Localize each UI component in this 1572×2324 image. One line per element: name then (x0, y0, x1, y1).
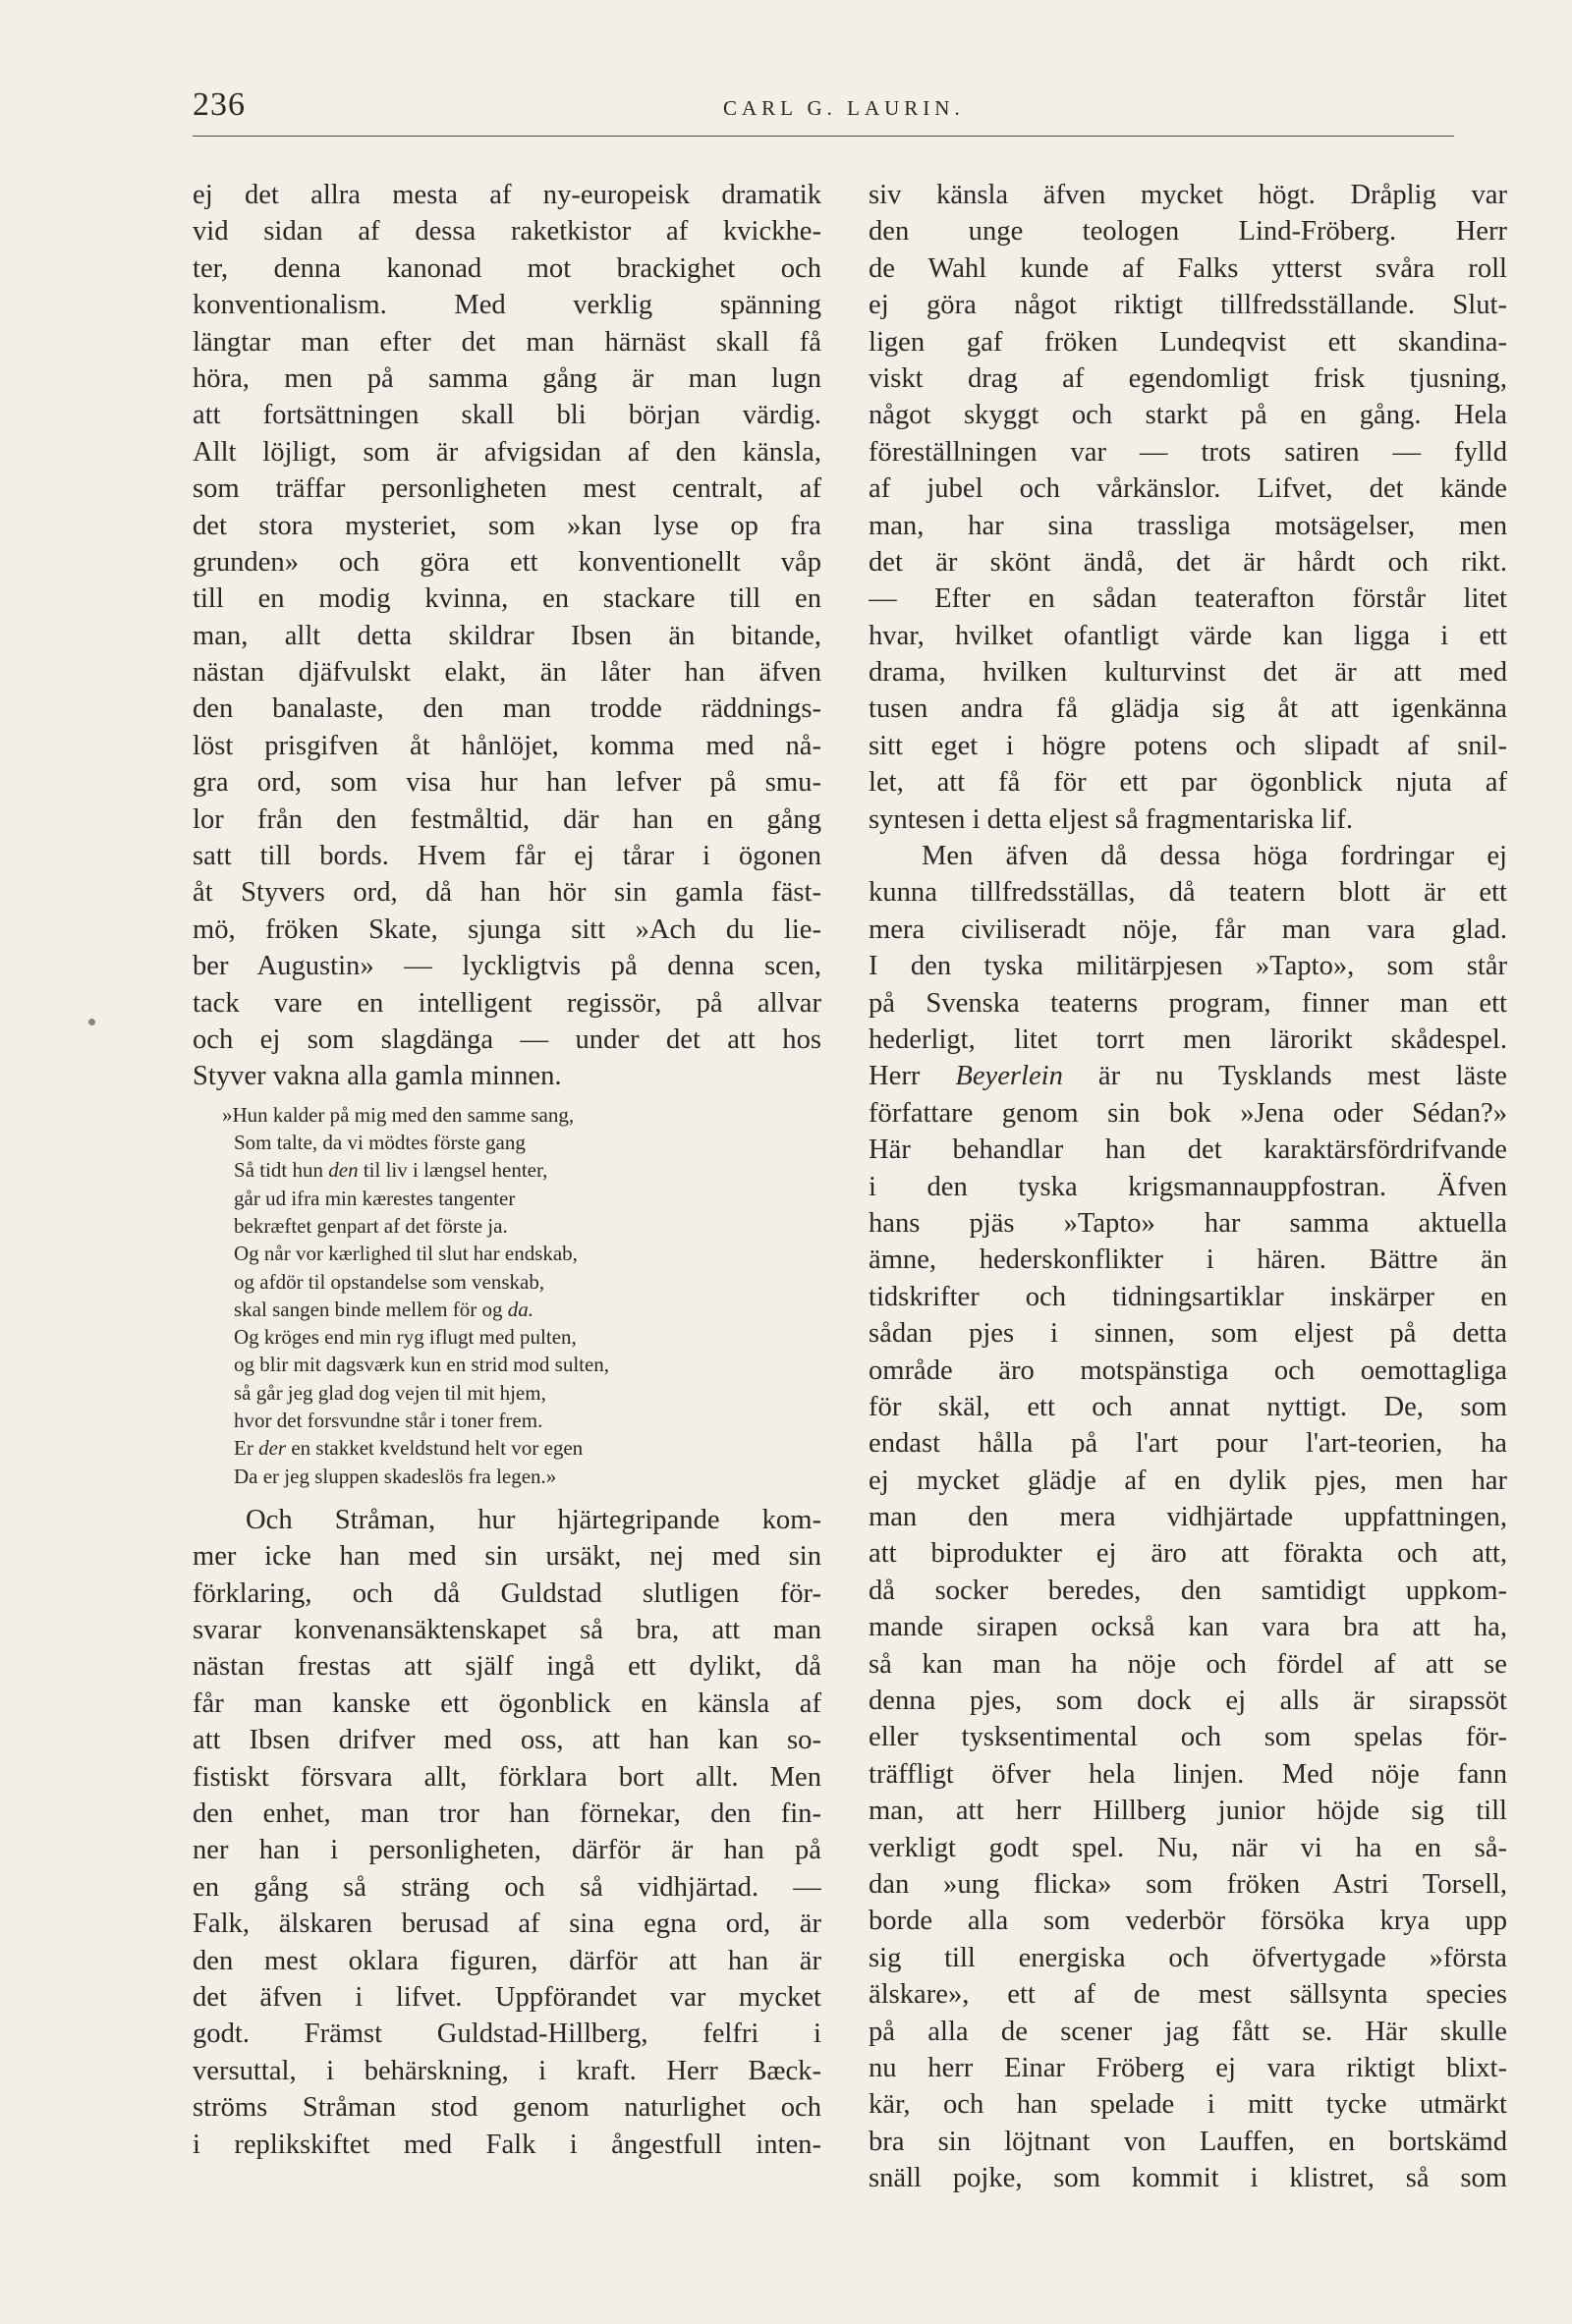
text-line: en gång så sträng och så vidhjärtad. — (193, 1871, 821, 1903)
text-line: ej det allra mesta af ny-europeisk dramatik (193, 180, 821, 210)
text-line: let, att få för ett par ögonblick njuta af (869, 767, 1507, 799)
text-line: författare genom sin bok »Jena oder Sédan?» (869, 1097, 1507, 1129)
text-line: bra sin löjtnant von Lauffen, en bortskämd (869, 2126, 1507, 2157)
text-line: för skäl, ett och annat nyttigt. De, som (869, 1391, 1507, 1422)
text-line: I den tyska militärpjesen »Tapto», som står (869, 951, 1507, 982)
text-line: hans pjäs »Tapto» har samma aktuella (869, 1207, 1507, 1239)
text-line: man, att herr Hillberg junior höjde sig till (869, 1796, 1507, 1827)
text-line: i den tyska krigsmannauppfostran. Äfven (869, 1171, 1507, 1202)
text-line: konventionalism. Med verklig spänning (193, 290, 821, 321)
text-line: till en modig kvinna, en stackare till en (193, 583, 821, 615)
poem-line: går ud ifra min kærestes tangenter (234, 1186, 516, 1210)
text-line: tack vare en intelligent regissör, på allvar (193, 987, 821, 1019)
text-line: åt Styvers ord, då han hör sin gamla fäst- (193, 877, 821, 909)
poem-line: bekræftet genpart af det förste ja. (234, 1213, 508, 1238)
text-line: Här behandlar han det karaktärsfördrifvande (869, 1134, 1507, 1166)
text-line: viskt drag af egendomligt frisk tjusning, (869, 362, 1507, 394)
text-line: nästan djäfvulskt elakt, än låter han äfven (193, 657, 821, 689)
right-column (869, 177, 1507, 2196)
text-line: sig till energiska och öfvertygade »första (869, 1942, 1507, 1973)
text-line: eller tysksentimental och som spelas för- (869, 1722, 1507, 1753)
text-line: något skyggt och starkt på en gång. Hela (869, 400, 1507, 431)
text-line: snäll pojke, som kommit i klistret, så som (869, 2163, 1507, 2194)
poem-line: Er der en stakket kveldstund helt vor egen (234, 1436, 584, 1461)
text-line: sådan pjes i sinnen, som eljest på detta (869, 1318, 1507, 1350)
text-line: drama, hvilken kulturvinst det är att med (869, 657, 1507, 689)
poem-line: Som talte, da vi mödtes förste gang (234, 1131, 526, 1155)
text-line: ej mycket glädje af en dylik pjes, men har (869, 1465, 1507, 1496)
text-line: Men äfven då dessa höga fordringar ej (922, 841, 1507, 872)
text-line: ner han i personligheten, därför är han på (193, 1835, 821, 1866)
left-paragraph-1 (193, 177, 821, 1095)
text-line: hvar, hvilket ofantligt värde kan ligga i ett (869, 620, 1507, 651)
text-line: mö, fröken Skate, sjunga sitt »Ach du lie- (193, 913, 821, 945)
text-line: kär, och han spelade i mitt tycke utmärkt (869, 2089, 1507, 2121)
text-line: att fortsättningen skall bli början värdig. (193, 400, 821, 431)
text-line: vid sidan af dessa raketkistor af kvickhe- (193, 216, 821, 248)
text-line: föreställningen var — trots satiren — fylld (869, 436, 1507, 468)
text-line: endast hålla på l'art pour l'art-teorien, ha (869, 1428, 1507, 1460)
text-line: ströms Stråman stod genom naturlighet och (193, 2092, 821, 2124)
text-line: i replikskiftet med Falk i ångestfull inten- (193, 2129, 821, 2160)
text-line: då socker beredes, den samtidigt uppkom- (869, 1575, 1507, 1606)
text-line: Och Stråman, hur hjärtegripande kom- (246, 1504, 821, 1535)
text-line: verkligt godt spel. Nu, när vi ha en så- (869, 1832, 1507, 1863)
poem-line: Og når vor kærlighed til slut har endskab, (234, 1242, 578, 1266)
left-paragraph-2 (193, 1502, 821, 2163)
text-line: längtar man efter det man härnäst skall få (193, 326, 821, 358)
poem-line: »Hun kalder på mig med den samme sang, (222, 1102, 575, 1127)
text-line: det stora mysteriet, som »kan lyse op fra (193, 510, 821, 541)
poem-line: Så tidt hun den til liv i længsel henter, (234, 1158, 548, 1183)
text-line: ter, denna kanonad mot brackighet och (193, 252, 821, 284)
text-line: hederligt, litet torrt men lärorikt skådespel. (869, 1024, 1507, 1055)
poem-quote (222, 1101, 821, 1490)
page-header (193, 86, 1454, 132)
text-line: löst prisgifven åt hånlöjet, komma med nå- (193, 730, 821, 761)
text-line: man, allt detta skildrar Ibsen än bitande, (193, 620, 821, 651)
poem-line: Og kröges end min ryg iflugt med pulten, (234, 1325, 577, 1350)
running-head: CARL G. LAURIN. (723, 96, 965, 120)
text-line: det äfven i lifvet. Uppförandet var mycket (193, 1982, 821, 2013)
text-line: dan »ung flicka» som fröken Astri Torsell, (869, 1868, 1507, 1900)
text-line: tidskrifter och tidningsartiklar inskärper en (869, 1281, 1507, 1312)
text-line: denna pjes, som dock ej alls är sirapssöt (869, 1686, 1507, 1717)
text-line: Falk, älskaren berusad af sina egna ord, är (193, 1909, 821, 1940)
text-line: den mest oklara figuren, därför att han är (193, 1945, 821, 1976)
text-line: som träffar personligheten mest centralt, af (193, 473, 821, 505)
text-line: svarar konvenansäktenskapet så bra, att man (193, 1615, 821, 1646)
text-line: mer icke han med sin ursäkt, nej med sin (193, 1541, 821, 1573)
text-line: och ej som slagdänga — under det att hos (193, 1024, 821, 1055)
text-line: ber Augustin» — lyckligtvis på denna scen, (193, 951, 821, 982)
text-line: sitt eget i högre potens och slipadt af snil- (869, 730, 1507, 761)
text-line: satt till bords. Hvem får ej tårar i ögonen (193, 841, 821, 872)
poem-line: skal sangen binde mellem för og da. (234, 1297, 534, 1321)
text-line: borde alla som vederbör försöka krya upp (869, 1906, 1507, 1937)
text-line: man den mera vidhjärtade uppfattningen, (869, 1502, 1507, 1533)
text-line: på Svenska teaterns program, finner man ett (869, 987, 1507, 1019)
text-line: — Efter en sådan teaterafton förstår litet (869, 583, 1507, 615)
text-line: så kan man ha nöje och fördel af att se (869, 1648, 1507, 1680)
text-line: att Ibsen drifver med oss, att han kan so- (193, 1725, 821, 1756)
text-line: siv känsla äfven mycket högt. Dråplig var (869, 180, 1507, 210)
poem-line: Da er jeg sluppen skadeslös fra legen.» (234, 1464, 557, 1488)
text-line: den enhet, man tror han förnekar, den fin- (193, 1798, 821, 1830)
text-line: syntesen i detta eljest så fragmentariska lif. (869, 803, 1354, 835)
text-line: ligen gaf fröken Lundeqvist ett skandina- (869, 326, 1507, 358)
poem-line: hvor det forsvundne står i toner frem. (234, 1409, 543, 1433)
right-paragraph-2 (869, 838, 1507, 2196)
text-line: det är skönt ändå, det är hårdt och rikt. (869, 546, 1507, 578)
text-line: ej göra något riktigt tillfredsställande. Slut- (869, 290, 1507, 321)
text-line: man, har sina trassliga motsägelser, men (869, 510, 1507, 541)
text-line: Styver vakna alla gamla minnen. (193, 1061, 562, 1092)
text-line: mande sirapen också kan vara bra att ha, (869, 1612, 1507, 1643)
poem-line: og afdör til opstandelse som venskab, (234, 1269, 545, 1294)
text-line: de Wahl kunde af Falks ytterst svåra roll (869, 252, 1507, 284)
text-line: grunden» och göra ett konventionellt våp (193, 546, 821, 578)
text-line: kunna tillfredsställas, då teatern blott är ett (869, 877, 1507, 909)
left-column (193, 177, 821, 2163)
text-line: nu herr Einar Fröberg ej vara riktigt blixt- (869, 2052, 1507, 2083)
text-line: älskare», ett af de mest sällsynta species (869, 1979, 1507, 2011)
text-line: område äro motspänstiga och oemottagliga (869, 1355, 1507, 1386)
text-line: får man kanske ett ögonblick en känsla af (193, 1688, 821, 1719)
text-line: den unge teologen Lind-Fröberg. Herr (869, 216, 1507, 248)
text-line: träffligt öfver hela linjen. Med nöje fann (869, 1758, 1507, 1790)
text-line: att biprodukter ej äro att förakta och att, (869, 1538, 1507, 1570)
header-rule (193, 136, 1454, 137)
text-line: tusen andra få glädja sig åt att igenkänna (869, 693, 1507, 725)
text-line: godt. Främst Guldstad-Hillberg, felfri i (193, 2019, 821, 2050)
text-line: på alla de scener jag fått se. Här skulle (869, 2016, 1507, 2047)
text-line: fistiskt försvara allt, förklara bort allt. Men (193, 1761, 821, 1793)
text-line: den banalaste, den man trodde räddnings- (193, 693, 821, 725)
text-line: gra ord, som visa hur han lefver på smu- (193, 767, 821, 799)
poem-line: og blir mit dagsværk kun en strid mod sulten, (234, 1353, 610, 1377)
text-line: ämne, hederskonflikter i hären. Bättre än (869, 1245, 1507, 1276)
text-line: höra, men på samma gång är man lugn (193, 362, 821, 394)
poem-line: så går jeg glad dog vejen til mit hjem, (234, 1380, 546, 1405)
right-paragraph-1 (869, 177, 1507, 838)
text-line: nästan frestas att själf ingå ett dylikt, då (193, 1651, 821, 1683)
text-line: förklaring, och då Guldstad slutligen för- (193, 1577, 821, 1609)
page-number: 236 (193, 86, 246, 123)
text-line: lor från den festmåltid, där han en gång (193, 803, 821, 835)
text-line: Herr Beyerlein är nu Tysklands mest läste (869, 1061, 1507, 1092)
text-line: af jubel och vårkänslor. Lifvet, det kände (869, 473, 1507, 505)
text-line: mera civiliseradt nöje, får man vara glad. (869, 913, 1507, 945)
margin-dot (88, 1019, 95, 1025)
text-line: versuttal, i behärskning, i kraft. Herr Bæck- (193, 2055, 821, 2086)
text-line: Allt löjligt, som är afvigsidan af den känsla, (193, 436, 821, 468)
